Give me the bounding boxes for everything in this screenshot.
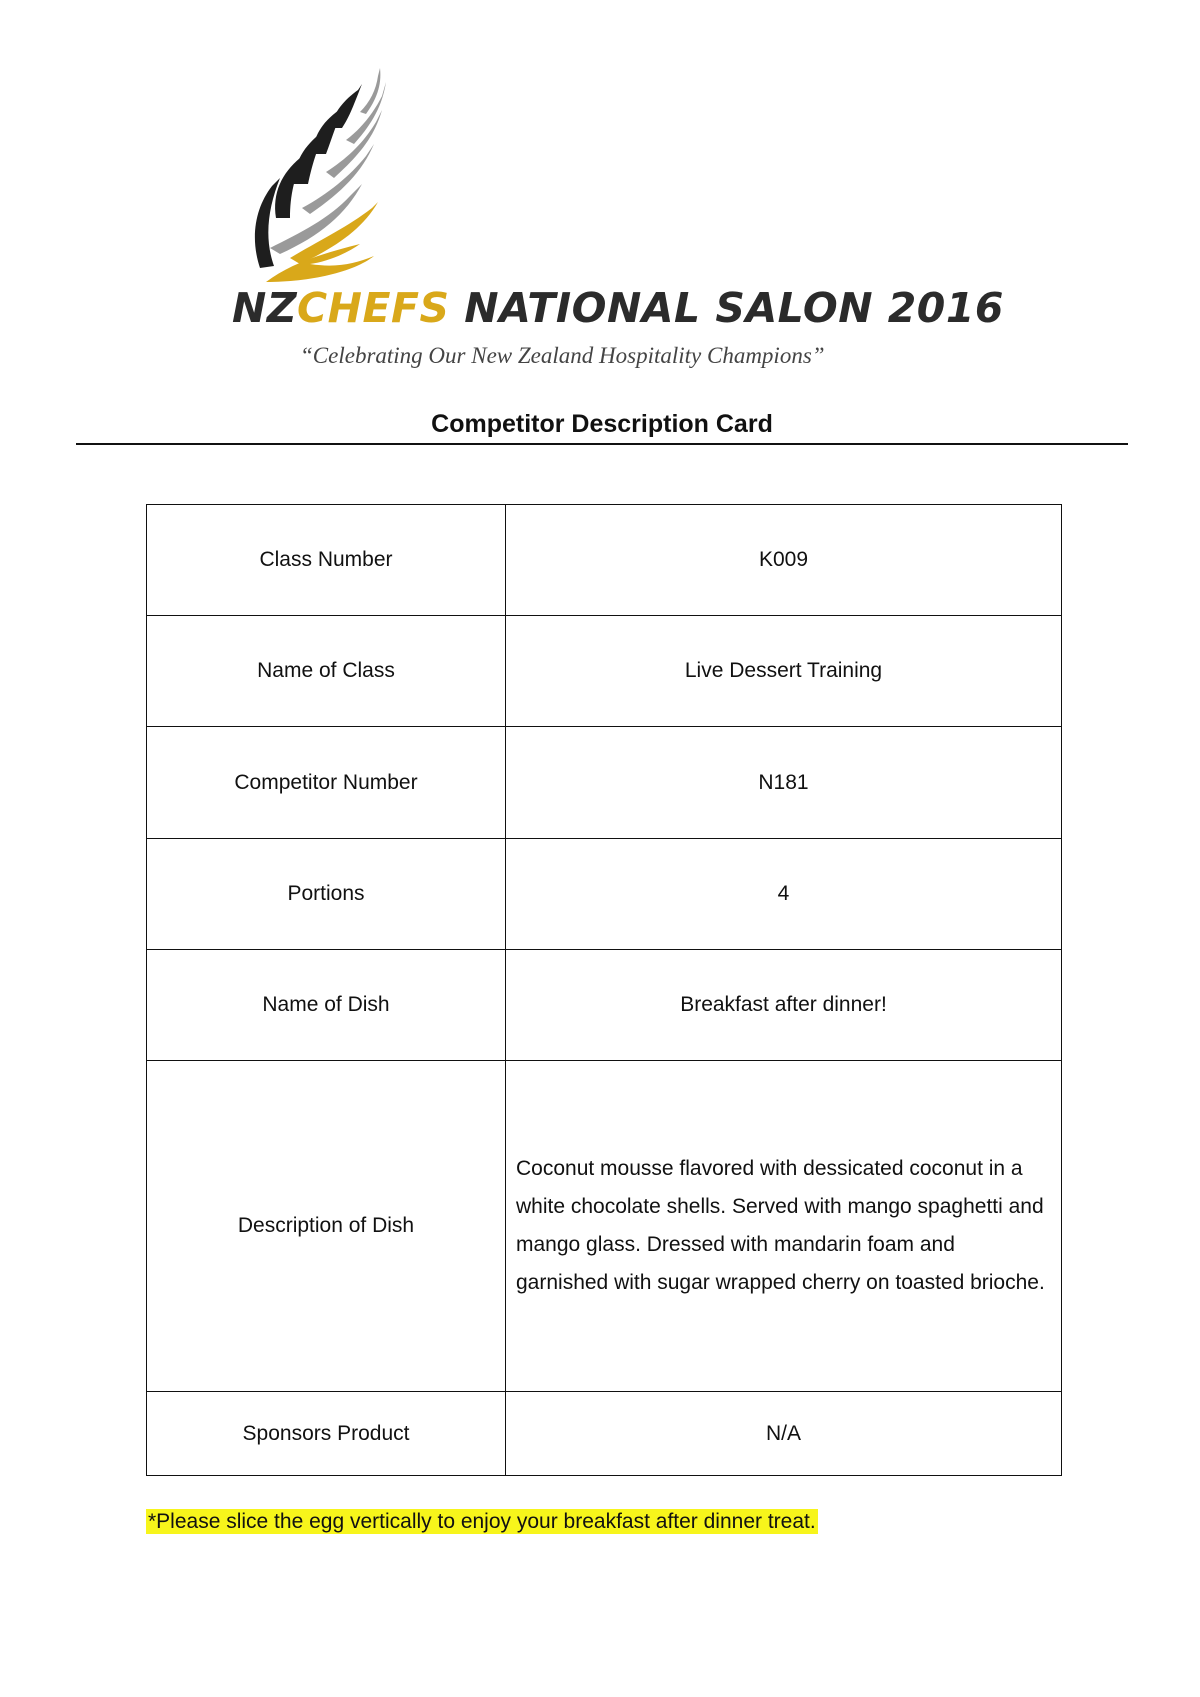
row-value: N/A [506,1392,1062,1476]
competitor-table [146,504,1062,1476]
table-row-name-of-dish [147,950,1062,1061]
row-value: Live Dessert Training [506,616,1062,727]
event-title [232,284,1004,332]
row-label: Competitor Number [147,727,506,839]
serving-note [146,1510,818,1534]
row-value: K009 [506,505,1062,616]
row-value: 4 [506,839,1062,950]
highlighted-note-text: *Please slice the egg vertically to enjoy your breakfast after dinner treat. [148,1510,816,1533]
brand-suffix: NATIONAL SALON 2016 [449,284,1004,332]
event-tagline: “Celebrating Our New Zealand Hospitality Champions” [300,343,825,368]
title-divider [76,443,1128,445]
brand-accent: CHEFS [297,284,450,332]
table-row-portions [147,839,1062,950]
brand-prefix: NZ [232,284,298,332]
row-value: Coconut mousse flavored with dessicated coconut in a white chocolate shells. Served with mango spaghetti and mango glass. Dressed with mandarin foam and garnished with sugar wrapped cherry on toasted brioche. [506,1061,1062,1392]
row-label: Sponsors Product [147,1392,506,1476]
row-value: Breakfast after dinner! [506,950,1062,1061]
table-row-sponsors-product [147,1392,1062,1476]
row-label: Name of Dish [147,950,506,1061]
table-row-description [147,1061,1062,1392]
table-row-class-number [147,505,1062,616]
table-row-name-of-class [147,616,1062,727]
row-label: Portions [147,839,506,950]
row-label: Description of Dish [147,1061,506,1392]
row-value: N181 [506,727,1062,839]
card-title: Competitor Description Card [431,410,773,438]
silver-fern-icon [250,68,420,288]
table-row-competitor-number [147,727,1062,839]
row-label: Name of Class [147,616,506,727]
event-logo [0,60,1200,380]
row-label: Class Number [147,505,506,616]
